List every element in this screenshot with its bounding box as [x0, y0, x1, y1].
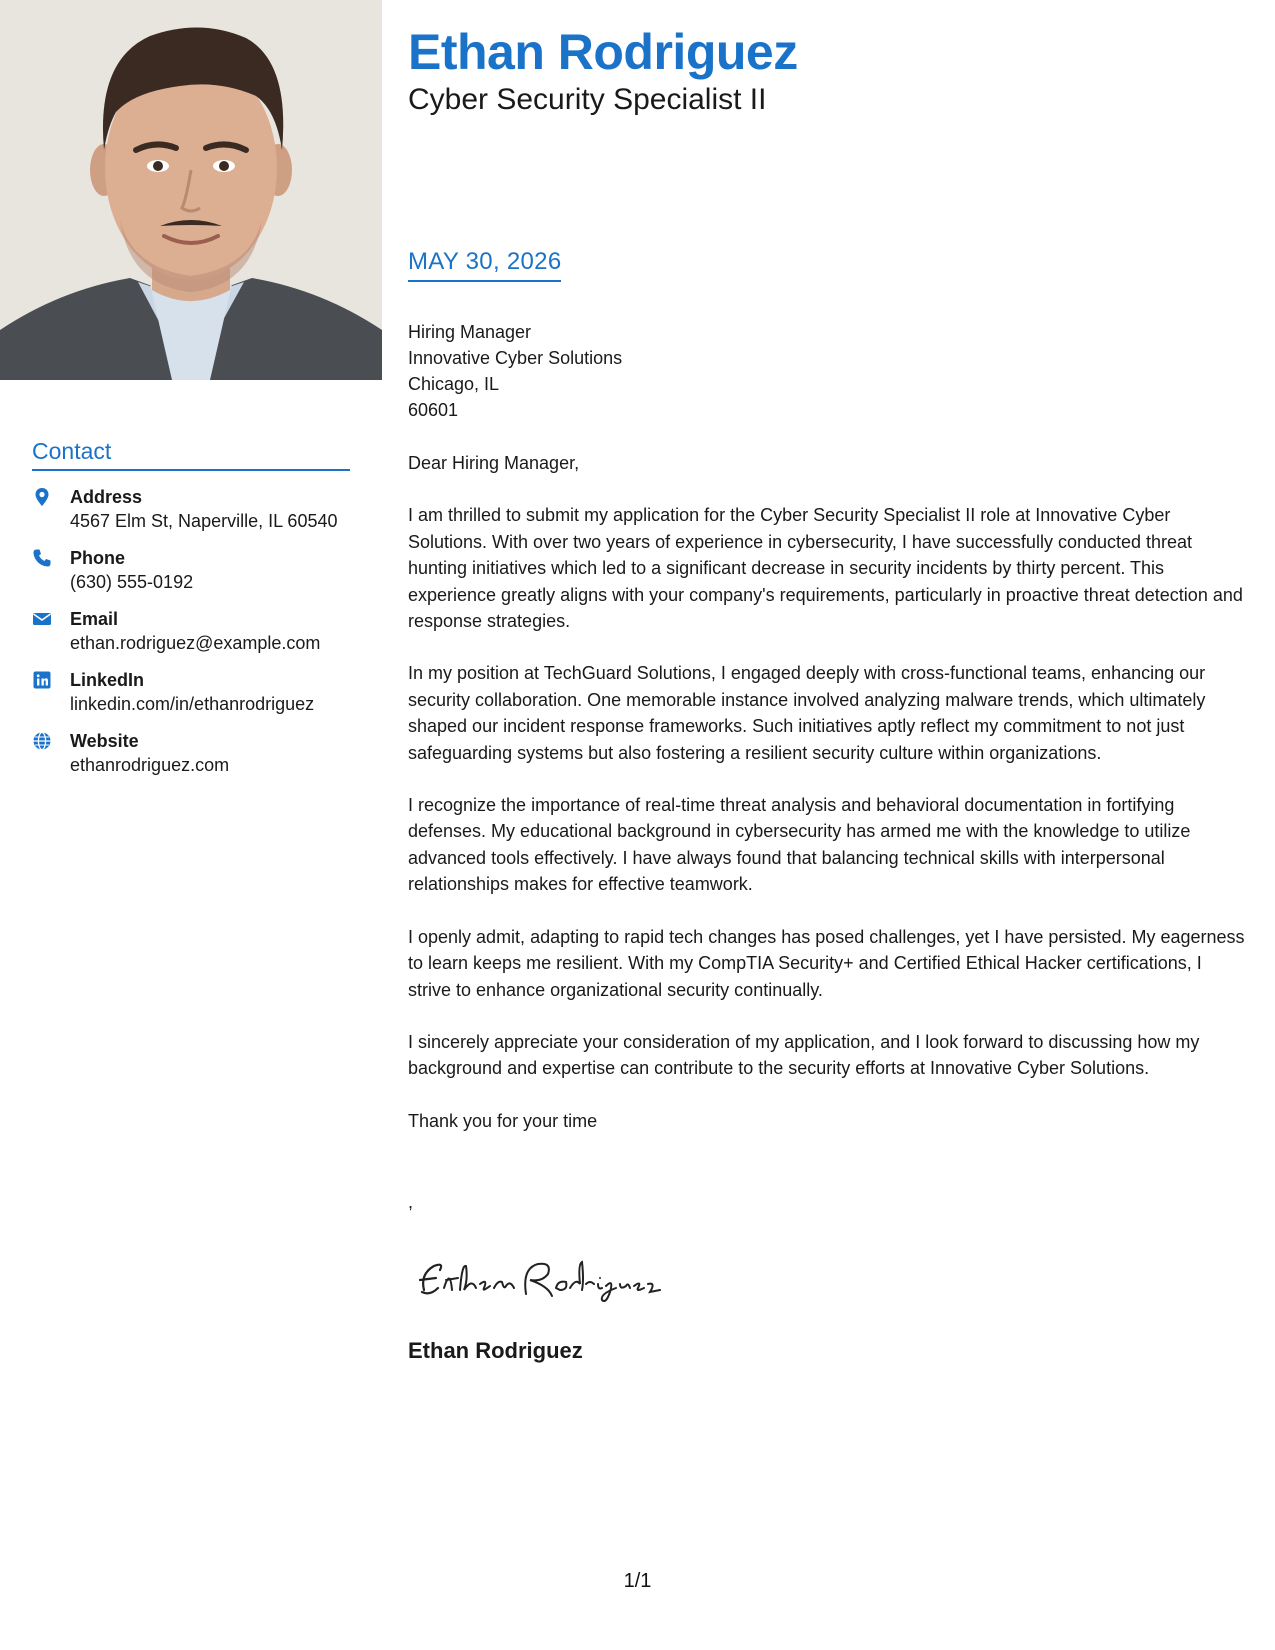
email-icon: [32, 607, 70, 629]
letter-body: [408, 450, 1248, 1160]
recipient-line: Chicago, IL: [408, 374, 500, 394]
recipient-line: Innovative Cyber Solutions: [408, 348, 623, 368]
phone-icon: [32, 546, 70, 568]
closing-comma: ,: [408, 1192, 414, 1212]
website-label: Website: [70, 731, 139, 751]
address-label: Address: [70, 487, 143, 507]
address-value: 4567 Elm St, Naperville, IL 60540: [70, 511, 338, 531]
email-label: Email: [70, 609, 119, 629]
letter-date: MAY 30, 2026: [408, 248, 561, 282]
paragraph: I sincerely appreciate your consideration of my application, and I look forward to discussing how my background and expertise can contribute to the security efforts at Innovative Cyber Solutions.: [408, 1031, 1200, 1079]
globe-icon: [32, 729, 70, 751]
contact-section: [32, 438, 350, 790]
portrait-illustration: [0, 0, 382, 380]
handwritten-signature: [410, 1244, 670, 1314]
profile-photo: [0, 0, 382, 380]
recipient-block: [408, 319, 622, 423]
paragraph: In my position at TechGuard Solutions, I engaged deeply with cross-functional teams, enhancing our security collaboration. One memorable instance involved analyzing malware trends, which ultimately shaped our incident response frameworks. Such initiatives aptly reflect my commitment to not just safeguarding systems but also fostering a resilient security culture within organizations.: [408, 663, 1206, 763]
contact-item-linkedin: [32, 668, 350, 716]
signer-name: Ethan Rodriguez: [408, 1338, 583, 1363]
location-pin-icon: [32, 485, 70, 507]
letter-main: [408, 22, 1248, 1363]
website-value[interactable]: ethanrodriguez.com: [70, 755, 230, 775]
paragraph: I recognize the importance of real-time threat analysis and behavioral documentation in fortifying defenses. My educational background in cybersecurity has armed me with the knowledge to utilize advanced tools effectively. I have always found that balancing technical skills with interpersonal relationships makes for effective teamwork.: [408, 795, 1191, 895]
contact-item-address: [32, 485, 350, 533]
linkedin-label: LinkedIn: [70, 670, 145, 690]
linkedin-icon: [32, 668, 70, 690]
recipient-line: 60601: [408, 400, 459, 420]
contact-heading: Contact: [32, 438, 350, 471]
contact-item-website: [32, 729, 350, 777]
letter-date-block: [408, 248, 561, 282]
phone-label: Phone: [70, 548, 126, 568]
contact-item-phone: [32, 546, 350, 594]
paragraph: I openly admit, adapting to rapid tech changes has posed challenges, yet I have persisted. My eagerness to learn keeps me resilient. With my CompTIA Security+ and Certified Ethical Hacker certifications, I strive to enhance organizational security continually.: [408, 926, 1245, 1000]
applicant-name: Ethan Rodriguez: [408, 24, 798, 80]
salutation: Dear Hiring Manager,: [408, 453, 580, 473]
email-value[interactable]: ethan.rodriguez@example.com: [70, 633, 321, 653]
recipient-line: Hiring Manager: [408, 322, 532, 342]
page-number: 1/1: [623, 1570, 652, 1592]
closing: Thank you for your time: [408, 1110, 598, 1131]
applicant-title: Cyber Security Specialist II: [408, 83, 767, 116]
phone-value[interactable]: (630) 555-0192: [70, 572, 194, 592]
contact-item-email: [32, 607, 350, 655]
paragraph: I am thrilled to submit my application for the Cyber Security Specialist II role at Innovative Cyber Solutions. With over two years of experience in cybersecurity, I have successfully conducted threat hunting initiatives which led to a significant decrease in security incidents by thirty percent. This experience greatly aligns with your company's requirements, particularly in proactive threat detection and response strategies.: [408, 505, 1243, 632]
linkedin-value[interactable]: linkedin.com/in/ethanrodriguez: [70, 694, 315, 714]
